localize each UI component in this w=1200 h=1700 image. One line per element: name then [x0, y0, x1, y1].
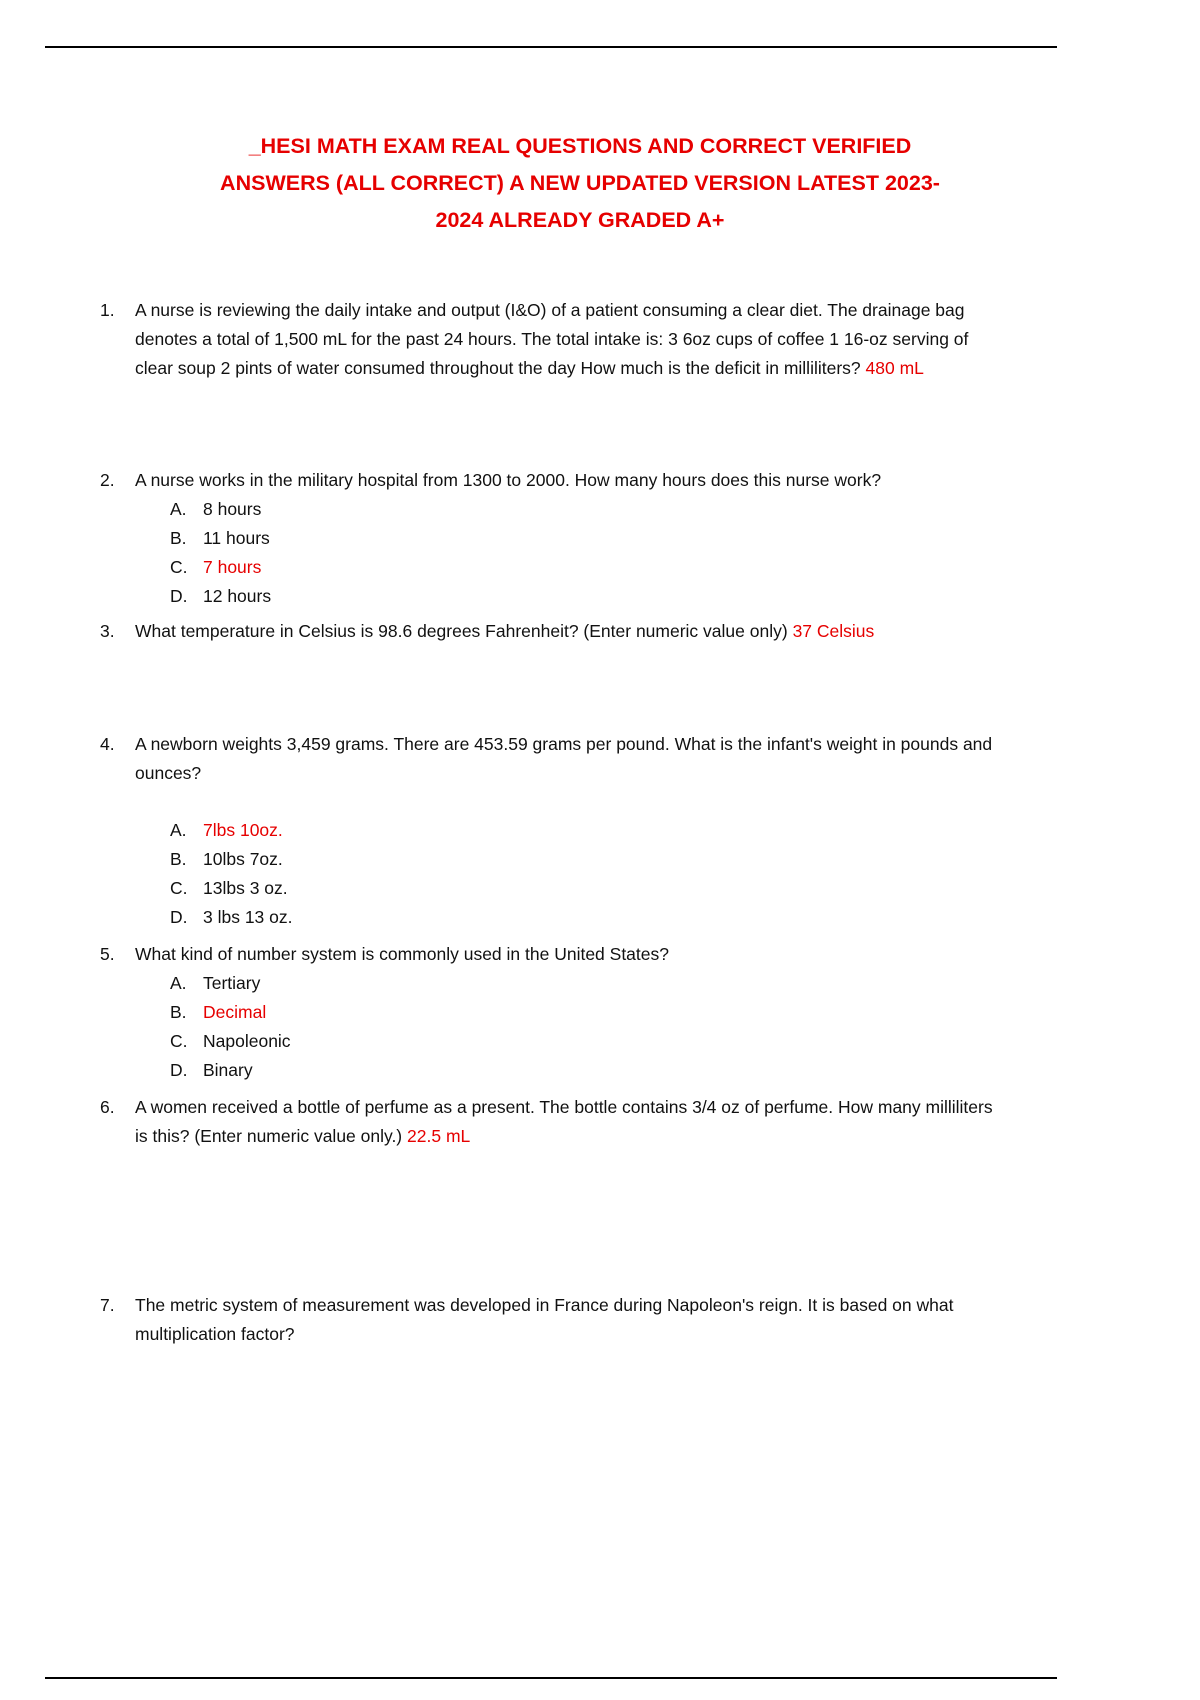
option-letter: C. — [170, 557, 188, 577]
option-letter: D. — [170, 586, 188, 606]
options-list — [170, 495, 1000, 611]
option-item — [170, 495, 1000, 524]
option-item — [170, 1027, 1000, 1056]
option-letter: D. — [170, 1060, 188, 1080]
option-text: 3 lbs 13 oz. — [203, 907, 293, 927]
option-item — [170, 1056, 1000, 1085]
option-text: 13lbs 3 oz. — [203, 878, 288, 898]
question-number: 6. — [100, 1097, 115, 1117]
option-letter: A. — [170, 499, 187, 519]
question-item — [100, 1291, 1000, 1349]
question-text: The metric system of measurement was developed in France during Napoleon's reign. It is based on what multiplication factor? — [135, 1295, 954, 1344]
option-item — [170, 524, 1000, 553]
option-text: Binary — [203, 1060, 253, 1080]
question-text: What kind of number system is commonly used in the United States? — [135, 944, 669, 964]
option-letter: C. — [170, 1031, 188, 1051]
answer-text: 480 mL — [865, 358, 924, 378]
question-item — [100, 730, 1000, 932]
option-text: 8 hours — [203, 499, 262, 519]
question-text: A newborn weights 3,459 grams. There are 453.59 grams per pound. What is the infant's weight in pounds and ounces? — [135, 734, 993, 783]
question-text: A nurse is reviewing the daily intake and output (I&O) of a patient consuming a clear diet. The drainage bag denotes a total of 1,500 mL for the past 24 hours. The total intake is: 3 6oz cups of coffee 1 16-oz serving of clear soup 2 pints of water consumed throughout the day How much is the deficit in milliliters? — [135, 300, 969, 378]
option-item — [170, 553, 1000, 582]
question-number: 3. — [100, 621, 115, 641]
option-item — [170, 845, 1000, 874]
question-text: A nurse works in the military hospital from 1300 to 2000. How many hours does this nurse work? — [135, 470, 882, 490]
option-text: Napoleonic — [203, 1031, 291, 1051]
answer-text: 22.5 mL — [407, 1126, 471, 1146]
question-number: 1. — [100, 300, 115, 320]
option-letter: C. — [170, 878, 188, 898]
option-item — [170, 874, 1000, 903]
option-text: 11 hours — [203, 528, 270, 548]
option-item — [170, 998, 1000, 1027]
option-item — [170, 582, 1000, 611]
option-item — [170, 969, 1000, 998]
option-letter: B. — [170, 528, 187, 548]
questions-list — [100, 296, 1000, 1349]
question-text: What temperature in Celsius is 98.6 degrees Fahrenheit? (Enter numeric value only) — [135, 621, 788, 641]
option-letter: A. — [170, 973, 187, 993]
bottom-rule — [45, 1677, 1057, 1679]
title-line-3: 2024 ALREADY GRADED A+ — [435, 208, 725, 232]
option-text: 7 hours — [203, 557, 262, 577]
question-number: 4. — [100, 734, 115, 754]
option-text: Decimal — [203, 1002, 267, 1022]
option-text: 7lbs 10oz. — [203, 820, 283, 840]
option-letter: D. — [170, 907, 188, 927]
option-text: 12 hours — [203, 586, 272, 606]
question-text: A women received a bottle of perfume as a present. The bottle contains 3/4 oz of perfume. How many milliliters is this? (Enter numeric value only.) — [135, 1097, 993, 1146]
question-number: 5. — [100, 944, 115, 964]
title-line-2: ANSWERS (ALL CORRECT) A NEW UPDATED VERSION LATEST 2023- — [220, 171, 940, 195]
answer-text: 37 Celsius — [792, 621, 875, 641]
option-letter: B. — [170, 1002, 187, 1022]
option-text: 10lbs 7oz. — [203, 849, 283, 869]
question-number: 2. — [100, 470, 115, 490]
question-number: 7. — [100, 1295, 115, 1315]
title-line-1: _HESI MATH EXAM REAL QUESTIONS AND CORRECT VERIFIED — [248, 134, 912, 158]
top-rule — [45, 46, 1057, 48]
option-item — [170, 816, 1000, 845]
question-item — [100, 296, 1000, 383]
option-letter: B. — [170, 849, 187, 869]
option-letter: A. — [170, 820, 187, 840]
options-list — [170, 816, 1000, 932]
question-item — [100, 1093, 1000, 1151]
option-item — [170, 903, 1000, 932]
document-title — [100, 0, 1060, 239]
question-item — [100, 466, 1000, 611]
question-item — [100, 940, 1000, 1085]
question-item — [100, 617, 1000, 646]
options-list — [170, 969, 1000, 1085]
option-text: Tertiary — [203, 973, 261, 993]
